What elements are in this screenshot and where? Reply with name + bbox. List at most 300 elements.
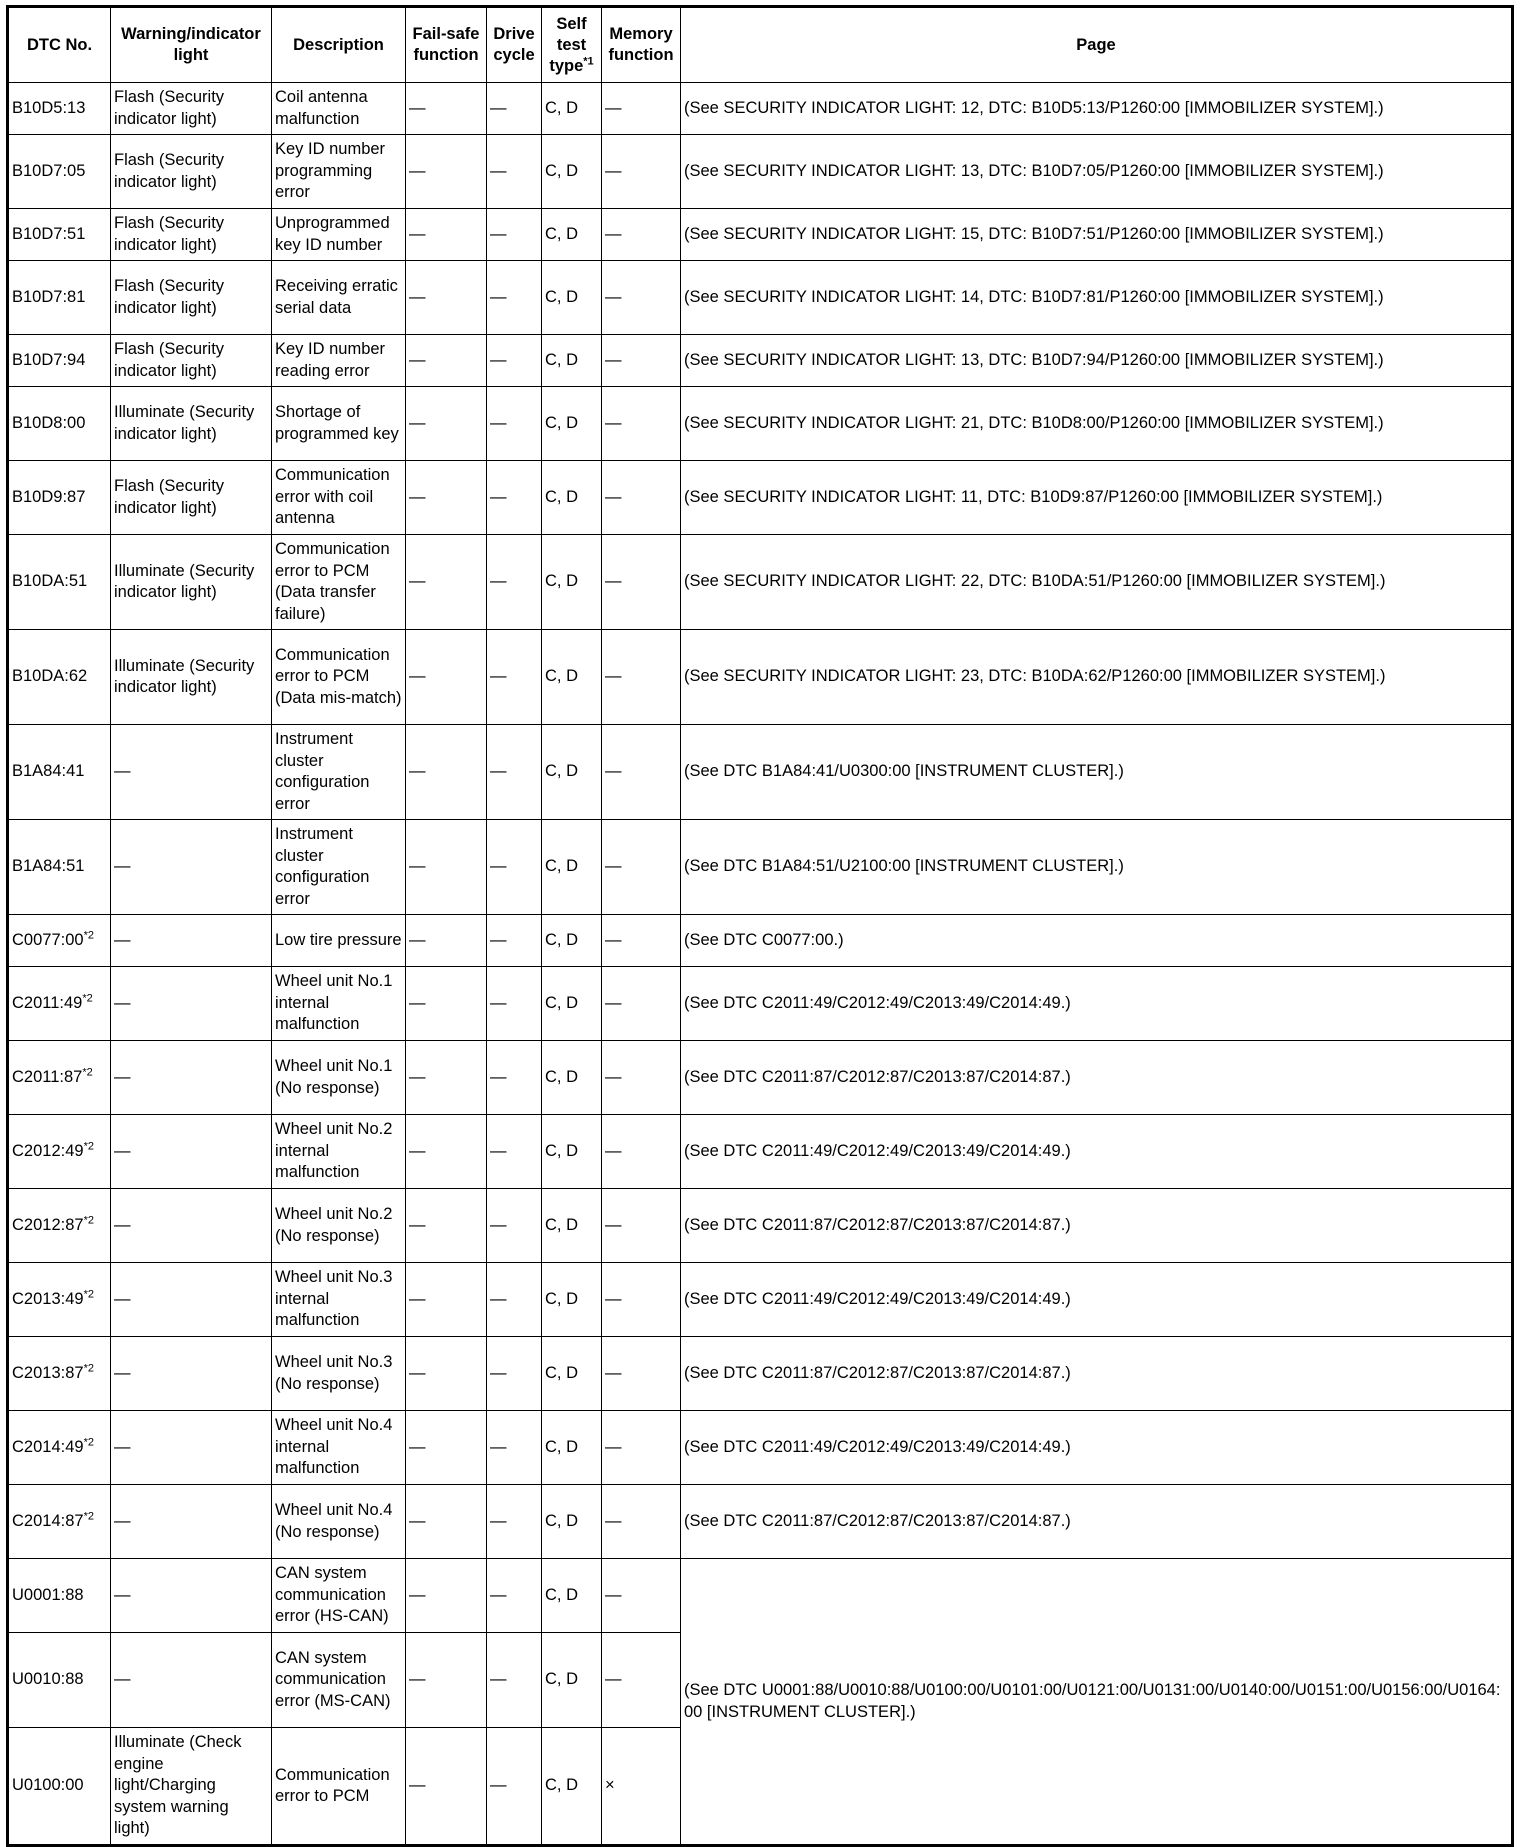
description-cell [272,820,406,915]
warning-light: — [114,762,131,781]
fail-safe: — [409,487,426,506]
self-test-type: C, D [545,98,578,117]
warning-light: Illuminate (Check engine light/Charging system warning light) [114,1733,242,1838]
fail-safe: — [409,287,426,306]
fail-safe: — [409,1511,426,1530]
warning-light: Flash (Security indicator light) [114,151,225,191]
fail-safe: — [409,993,426,1012]
dtc-number: B10D7:94 [12,350,86,369]
warning-light-cell [111,967,272,1041]
dtc-footnote-mark: *2 [82,1066,93,1079]
warning-light: — [114,1437,131,1456]
memory-function-cell [602,630,681,725]
warning-light-cell [111,1485,272,1559]
self-test-type: C, D [545,857,578,876]
drive-cycle-cell [487,1189,542,1263]
page-reference: (See SECURITY INDICATOR LIGHT: 21, DTC: B10D8:00/P1260:00 [IMMOBILIZER SYSTEM].) [681,387,1513,461]
warning-light-cell [111,335,272,387]
drive-cycle-cell [487,967,542,1041]
memory-function-cell [602,335,681,387]
header-warning-light: Warning/indicator light [111,7,272,83]
memory-function-cell [602,83,681,135]
header-fail-safe: Fail-safe function [406,7,487,83]
dtc-number: C2013:87 [12,1363,84,1382]
self-test-type-cell [542,335,602,387]
self-test-type: C, D [545,224,578,243]
description: Communication error with coil antenna [275,466,390,528]
dtc-footnote-mark: *2 [83,1288,94,1301]
memory-function: — [605,667,622,686]
self-test-type: C, D [545,1141,578,1160]
drive-cycle-cell [487,1041,542,1115]
memory-function: × [605,1776,615,1795]
dtc-number-cell [8,915,111,967]
warning-light-cell [111,1041,272,1115]
drive-cycle: — [490,667,507,686]
drive-cycle-cell [487,725,542,820]
table-row [8,461,1513,535]
dtc-number: C2012:87 [12,1215,84,1234]
dtc-number-cell [8,1728,111,1846]
fail-safe: — [409,224,426,243]
table-row [8,820,1513,915]
header-dtc-no: DTC No. [8,7,111,83]
warning-light-cell [111,1728,272,1846]
drive-cycle-cell [487,387,542,461]
fail-safe: — [409,1363,426,1382]
dtc-number: B1A84:51 [12,857,85,876]
page-reference: (See DTC C2011:49/C2012:49/C2013:49/C2014:49.) [681,967,1513,1041]
dtc-footnote-mark: *2 [83,1214,94,1227]
table-row [8,261,1513,335]
drive-cycle: — [490,287,507,306]
dtc-number: C2014:87 [12,1511,84,1530]
self-test-type-cell [542,1115,602,1189]
fail-safe: — [409,1141,426,1160]
warning-light-cell [111,1263,272,1337]
fail-safe-cell [406,725,487,820]
fail-safe: — [409,1289,426,1308]
fail-safe-cell [406,630,487,725]
description-cell [272,209,406,261]
self-test-type: C, D [545,1363,578,1382]
self-test-type: C, D [545,667,578,686]
warning-light-cell [111,1189,272,1263]
drive-cycle-cell [487,461,542,535]
fail-safe: — [409,1585,426,1604]
dtc-number-cell [8,725,111,820]
dtc-number-cell [8,1485,111,1559]
header-description: Description [272,7,406,83]
self-test-type-cell [542,83,602,135]
fail-safe-cell [406,83,487,135]
page-reference: (See SECURITY INDICATOR LIGHT: 22, DTC: B10DA:51/P1260:00 [IMMOBILIZER SYSTEM].) [681,535,1513,630]
table-row [8,1411,1513,1485]
table-row [8,387,1513,461]
dtc-footnote-mark: *2 [83,1436,94,1449]
fail-safe: — [409,930,426,949]
self-test-type: C, D [545,1067,578,1086]
memory-function-cell [602,535,681,630]
memory-function: — [605,1511,622,1530]
memory-function: — [605,161,622,180]
page-reference: (See DTC C2011:49/C2012:49/C2013:49/C2014:49.) [681,1411,1513,1485]
table-row [8,725,1513,820]
dtc-number: C2011:87 [12,1067,83,1086]
self-test-type-cell [542,387,602,461]
table-row [8,209,1513,261]
dtc-number-cell [8,335,111,387]
page-reference: (See DTC C2011:87/C2012:87/C2013:87/C2014:87.) [681,1337,1513,1411]
table-row [8,135,1513,209]
fail-safe-cell [406,1559,487,1633]
self-test-type-cell [542,1411,602,1485]
fail-safe-cell [406,135,487,209]
memory-function-cell [602,725,681,820]
self-test-type: C, D [545,572,578,591]
description-cell [272,1633,406,1728]
description-cell [272,135,406,209]
description-cell [272,1189,406,1263]
memory-function-cell [602,1411,681,1485]
fail-safe: — [409,572,426,591]
dtc-number-cell [8,83,111,135]
table-row [8,535,1513,630]
drive-cycle-cell [487,1485,542,1559]
description: CAN system communication error (HS-CAN) [275,1564,389,1626]
self-test-type: C, D [545,161,578,180]
description: Wheel unit No.4 internal malfunction [275,1416,393,1478]
fail-safe-cell [406,461,487,535]
description-cell [272,335,406,387]
self-test-type-cell [542,820,602,915]
memory-function: — [605,98,622,117]
table-body [8,83,1513,1846]
drive-cycle: — [490,930,507,949]
table-row [8,335,1513,387]
warning-light: Illuminate (Security indicator light) [114,656,255,696]
dtc-number: B10DA:62 [12,667,88,686]
fail-safe: — [409,762,426,781]
dtc-number-cell [8,1633,111,1728]
memory-function: — [605,1215,622,1234]
memory-function: — [605,1289,622,1308]
self-test-type-cell [542,209,602,261]
fail-safe-cell [406,1337,487,1411]
dtc-number-cell [8,535,111,630]
warning-light-cell [111,630,272,725]
page-reference: (See SECURITY INDICATOR LIGHT: 13, DTC: B10D7:94/P1260:00 [IMMOBILIZER SYSTEM].) [681,335,1513,387]
warning-light: Flash (Security indicator light) [114,340,225,380]
drive-cycle-cell [487,915,542,967]
warning-light-cell [111,820,272,915]
drive-cycle-cell [487,335,542,387]
drive-cycle: — [490,1215,507,1234]
memory-function: — [605,572,622,591]
fail-safe-cell [406,820,487,915]
description-cell [272,967,406,1041]
page-reference: (See DTC C2011:87/C2012:87/C2013:87/C2014:87.) [681,1189,1513,1263]
dtc-number: B10D7:81 [12,287,86,306]
self-test-type: C, D [545,930,578,949]
fail-safe-cell [406,1633,487,1728]
header-self-test-type [542,7,602,83]
fail-safe: — [409,1437,426,1456]
warning-light: — [114,1670,131,1689]
memory-function: — [605,1437,622,1456]
description: Unprogrammed key ID number [275,214,390,254]
self-test-type: C, D [545,1585,578,1604]
description: Wheel unit No.1 internal malfunction [275,972,393,1034]
fail-safe: — [409,1670,426,1689]
warning-light: — [114,993,131,1012]
description: Shortage of programmed key [275,403,399,443]
page-reference: (See SECURITY INDICATOR LIGHT: 13, DTC: B10D7:05/P1260:00 [IMMOBILIZER SYSTEM].) [681,135,1513,209]
description: Wheel unit No.2 internal malfunction [275,1120,393,1182]
memory-function-cell [602,1115,681,1189]
description: Communication error to PCM (Data mis-match) [275,645,402,707]
page-reference: (See DTC C2011:49/C2012:49/C2013:49/C2014:49.) [681,1115,1513,1189]
drive-cycle: — [490,1289,507,1308]
dtc-number: B10DA:51 [12,572,88,591]
table-row [8,967,1513,1041]
drive-cycle-cell [487,630,542,725]
memory-function-cell [602,209,681,261]
description-cell [272,1041,406,1115]
drive-cycle: — [490,1511,507,1530]
drive-cycle: — [490,224,507,243]
self-test-type-cell [542,967,602,1041]
warning-light: Illuminate (Security indicator light) [114,561,255,601]
description: Key ID number reading error [275,340,386,380]
dtc-footnote-mark: *2 [83,1140,94,1153]
self-test-type-cell [542,461,602,535]
description: Wheel unit No.3 internal malfunction [275,1268,393,1330]
self-test-type-cell [542,630,602,725]
memory-function-cell [602,1337,681,1411]
drive-cycle: — [490,1437,507,1456]
warning-light-cell [111,461,272,535]
fail-safe: — [409,1067,426,1086]
memory-function: — [605,224,622,243]
dtc-number-cell [8,967,111,1041]
self-test-type-cell [542,1041,602,1115]
memory-function-cell [602,1485,681,1559]
warning-light-cell [111,209,272,261]
dtc-table [6,5,1514,1847]
page-reference: (See SECURITY INDICATOR LIGHT: 23, DTC: B10DA:62/P1260:00 [IMMOBILIZER SYSTEM].) [681,630,1513,725]
warning-light-cell [111,725,272,820]
fail-safe: — [409,1776,426,1795]
memory-function: — [605,350,622,369]
memory-function-cell [602,820,681,915]
page-reference: (See DTC C2011:87/C2012:87/C2013:87/C2014:87.) [681,1041,1513,1115]
description: Receiving erratic serial data [275,277,398,317]
warning-light: Flash (Security indicator light) [114,477,225,517]
warning-light-cell [111,1337,272,1411]
memory-function-cell [602,967,681,1041]
dtc-footnote-mark: *2 [82,992,93,1005]
fail-safe-cell [406,1041,487,1115]
dtc-number: C2012:49 [12,1141,84,1160]
self-test-type: C, D [545,762,578,781]
fail-safe-cell [406,1485,487,1559]
fail-safe-cell [406,915,487,967]
description-cell [272,261,406,335]
description-cell [272,630,406,725]
self-test-type: C, D [545,1437,578,1456]
dtc-number-cell [8,820,111,915]
description-cell [272,461,406,535]
fail-safe: — [409,1215,426,1234]
dtc-number: C2013:49 [12,1289,84,1308]
fail-safe: — [409,161,426,180]
memory-function-cell [602,261,681,335]
self-test-type: C, D [545,1511,578,1530]
fail-safe-cell [406,335,487,387]
description-cell [272,1559,406,1633]
description-cell [272,915,406,967]
warning-light-cell [111,83,272,135]
memory-function-cell [602,1728,681,1846]
fail-safe-cell [406,1115,487,1189]
drive-cycle-cell [487,83,542,135]
self-test-type: C, D [545,413,578,432]
memory-function: — [605,1141,622,1160]
self-test-type-cell [542,1189,602,1263]
description-cell [272,83,406,135]
dtc-number-cell [8,1411,111,1485]
dtc-number-cell [8,135,111,209]
table-row [8,1189,1513,1263]
memory-function-cell [602,1263,681,1337]
warning-light: — [114,1215,131,1234]
fail-safe-cell [406,387,487,461]
table-row [8,83,1513,135]
description: Communication error to PCM [275,1765,390,1805]
dtc-number-cell [8,1337,111,1411]
drive-cycle-cell [487,135,542,209]
self-test-type-cell [542,135,602,209]
drive-cycle-cell [487,1728,542,1846]
dtc-number: B10D8:00 [12,413,86,432]
fail-safe-cell [406,1728,487,1846]
dtc-number: U0010:88 [12,1670,84,1689]
page-reference: (See DTC C2011:49/C2012:49/C2013:49/C2014:49.) [681,1263,1513,1337]
page-reference: (See DTC B1A84:51/U2100:00 [INSTRUMENT CLUSTER].) [681,820,1513,915]
warning-light: — [114,930,131,949]
dtc-number: B10D7:05 [12,161,86,180]
fail-safe: — [409,413,426,432]
description: CAN system communication error (MS-CAN) [275,1648,391,1710]
description-cell [272,1263,406,1337]
self-test-type: C, D [545,993,578,1012]
self-test-type: C, D [545,287,578,306]
drive-cycle: — [490,161,507,180]
description: Wheel unit No.3 (No response) [275,1353,393,1393]
memory-function-cell [602,1189,681,1263]
drive-cycle-cell [487,1115,542,1189]
drive-cycle: — [490,487,507,506]
dtc-number-cell [8,1263,111,1337]
fail-safe-cell [406,1411,487,1485]
warning-light: Flash (Security indicator light) [114,88,225,128]
drive-cycle: — [490,1141,507,1160]
memory-function: — [605,413,622,432]
page-reference: (See SECURITY INDICATOR LIGHT: 11, DTC: B10D9:87/P1260:00 [IMMOBILIZER SYSTEM].) [681,461,1513,535]
drive-cycle: — [490,1585,507,1604]
self-test-type-cell [542,1559,602,1633]
self-test-type-cell [542,1485,602,1559]
drive-cycle-cell [487,1263,542,1337]
drive-cycle-cell [487,1559,542,1633]
dtc-footnote-mark: *2 [83,1510,94,1523]
warning-light-cell [111,1115,272,1189]
description-cell [272,535,406,630]
page-reference: (See SECURITY INDICATOR LIGHT: 12, DTC: B10D5:13/P1260:00 [IMMOBILIZER SYSTEM].) [681,83,1513,135]
warning-light: Flash (Security indicator light) [114,214,225,254]
fail-safe: — [409,857,426,876]
dtc-number-cell [8,209,111,261]
drive-cycle-cell [487,1411,542,1485]
dtc-number-cell [8,1115,111,1189]
dtc-number: U0001:88 [12,1585,84,1604]
self-test-type-cell [542,1263,602,1337]
warning-light-cell [111,387,272,461]
memory-function: — [605,762,622,781]
description-cell [272,387,406,461]
description-cell [272,1411,406,1485]
drive-cycle-cell [487,261,542,335]
table-row [8,1485,1513,1559]
header-page: Page [681,7,1513,83]
fail-safe-cell [406,1189,487,1263]
drive-cycle-cell [487,209,542,261]
memory-function: — [605,287,622,306]
drive-cycle: — [490,1363,507,1382]
dtc-number-cell [8,1041,111,1115]
drive-cycle: — [490,1067,507,1086]
fail-safe: — [409,667,426,686]
self-test-type: C, D [545,1289,578,1308]
warning-light: — [114,1363,131,1382]
dtc-footnote-mark: *2 [83,1362,94,1375]
self-test-type-cell [542,725,602,820]
dtc-number-cell [8,1559,111,1633]
table-row [8,1041,1513,1115]
memory-function-cell [602,1633,681,1728]
merged-page-reference: (See DTC U0001:88/U0010:88/U0100:00/U0101:00/U0121:00/U0131:00/U0140:00/U0151:00/U0156:00/U0164:00 [INSTRUMENT CLUSTER].) [681,1559,1513,1846]
memory-function-cell [602,461,681,535]
dtc-number: C2014:49 [12,1437,84,1456]
drive-cycle: — [490,1776,507,1795]
dtc-number-cell [8,1189,111,1263]
dtc-number: B1A84:41 [12,762,85,781]
drive-cycle-cell [487,1633,542,1728]
header-self-test-label: Self test type [549,14,587,75]
table-row [8,915,1513,967]
warning-light-cell [111,135,272,209]
description-cell [272,725,406,820]
fail-safe: — [409,350,426,369]
memory-function-cell [602,387,681,461]
description: Communication error to PCM (Data transfer failure) [275,540,390,623]
dtc-number: B10D9:87 [12,487,86,506]
drive-cycle: — [490,572,507,591]
header-self-test-footnote: *1 [583,55,594,67]
description-cell [272,1115,406,1189]
warning-light-cell [111,1633,272,1728]
